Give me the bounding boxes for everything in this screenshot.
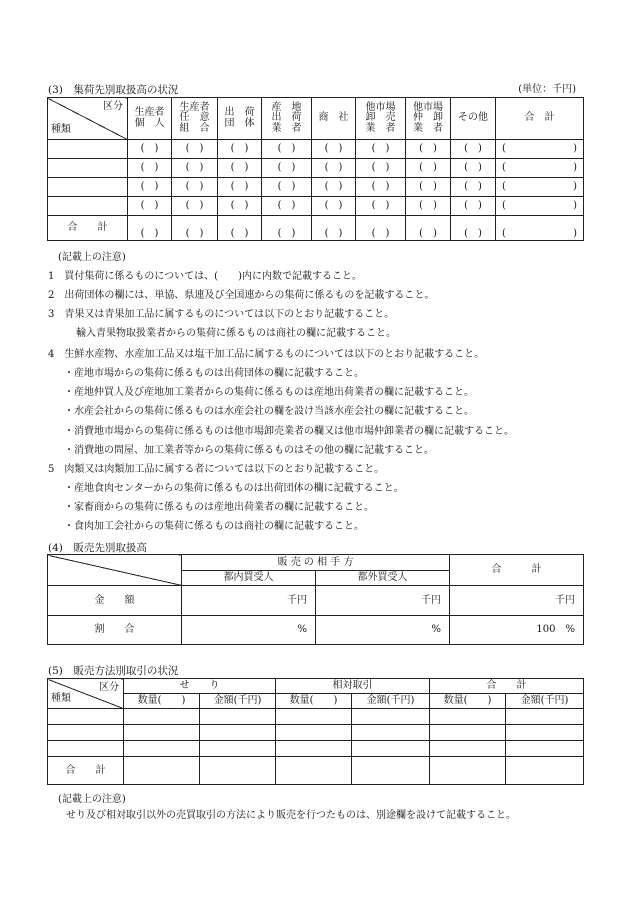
paren-close: ) [573,228,577,239]
paren-cell: ( ) [262,159,312,178]
paren-close: ) [573,143,577,154]
method-total-label: 合 計 [48,757,124,785]
sales-group-header: 販 売 の 相 手 方 [182,555,450,571]
header-producer-individual: 生産者 個 人 [128,98,172,140]
header-trading-company: 商 社 [312,98,356,140]
collection-total-label: 合 計 [48,216,128,241]
paren-cell: ( ) [406,216,451,241]
auction-amount-header: 金額(千円) [200,694,276,709]
ratio-out-tokyo: % [316,616,450,645]
paren-cell: ( ) [451,197,496,216]
collection-row-label [48,140,128,159]
section3-note-line: 1 買付集荷に係るものについては、( )内に内数で記載すること。 [48,271,362,282]
paren-cell: ( ) [218,197,262,216]
method-corner-cell [48,679,124,709]
total-paren-cell [496,216,584,241]
paren-cell: ( ) [406,178,451,197]
negotiated-qty-header: 数量( ) [276,694,352,709]
amount-in-tokyo: 千円 [182,586,316,616]
corner-cell [48,98,128,140]
paren-cell: ( ) [312,216,356,241]
header-total: 合 計 [496,98,584,140]
paren-open: ( [502,200,506,211]
paren-close: ) [573,181,577,192]
paren-cell: ( ) [128,178,172,197]
ratio-row-label: 割 合 [48,616,182,645]
paren-cell: ( ) [128,159,172,178]
section3-note-line: ・家畜商からの集荷に係るものは産地出荷業者の欄に記載すること。 [64,502,374,513]
paren-cell: ( ) [128,140,172,159]
paren-cell: ( ) [172,216,218,241]
method-row [48,725,584,741]
paren-open: ( [502,181,506,192]
method-corner-top-label: 区分 [99,682,119,693]
amount-total: 千円 [450,586,584,616]
paren-cell: ( ) [451,216,496,241]
section3-note-line: ・消費地の問屋、加工業者等からの集荷に係るものはその他の欄に記載すること。 [64,445,434,456]
section3-note-line: ・産地仲買人及び産地加工業者からの集荷に係るものは産地出荷業者の欄に記載すること。 [64,387,474,398]
paren-cell: ( ) [312,178,356,197]
negotiated-amount-header: 金額(千円) [352,694,430,709]
header-producer-group: 生産者 任 意 組 合 [172,98,218,140]
paren-cell: ( ) [406,159,451,178]
method-corner-bottom-label: 種類 [51,693,71,704]
header-shipping-org: 出 荷 団 体 [218,98,262,140]
section5-title: (5) 販売方法別取引の状況 [48,665,179,677]
paren-cell: ( ) [218,216,262,241]
paren-cell: ( ) [356,140,406,159]
collection-row [48,159,584,178]
paren-cell: ( ) [451,159,496,178]
collection-row [48,140,584,159]
section3-note-line: ・食肉加工会社からの集荷に係るものは商社の欄に記載すること。 [64,521,364,532]
paren-cell: ( ) [218,159,262,178]
paren-cell: ( ) [356,197,406,216]
total-paren-cell [496,159,584,178]
collection-table [47,97,584,241]
paren-cell: ( ) [172,178,218,197]
paren-cell: ( ) [356,178,406,197]
paren-close: ) [573,200,577,211]
paren-open: ( [502,162,506,173]
total-paren-cell [496,140,584,159]
section5-note: せり及び相対取引以外の売買取引の方法により販売を行つたものは、別途欄を設けて記載すること。 [66,810,516,821]
method-row [48,709,584,725]
collection-row [48,178,584,197]
amount-row-label: 金 額 [48,586,182,616]
total-qty-header: 数量( ) [430,694,506,709]
collection-row [48,197,584,216]
corner-bottom-label: 種類 [51,124,71,135]
method-total-header: 合 計 [430,679,584,694]
section3-note-line: 5 肉類又は肉類加工品に属する者については以下のとおり記載すること。 [48,464,385,475]
auction-qty-header: 数量( ) [124,694,200,709]
section3-note-line: 3 青果又は青果加工品に属するものについては以下のとおり記載すること。 [48,309,395,320]
paren-cell: ( ) [172,140,218,159]
method-row [48,741,584,757]
method-total-row [48,757,584,785]
section3-title: (3) 集荷先別取扱高の状況 [48,84,179,96]
paren-cell: ( ) [312,159,356,178]
paren-cell: ( ) [262,178,312,197]
collection-header-row [48,98,584,140]
paren-cell: ( ) [128,197,172,216]
paren-cell: ( ) [262,216,312,241]
paren-cell: ( ) [451,140,496,159]
header-other-market-wholesaler: 他市場 卸 売 業 者 [356,98,406,140]
section3-note-line: 輸入青果物取扱業者からの集荷に係るものは商社の欄に記載すること。 [66,328,396,339]
collection-row-label [48,178,128,197]
paren-cell: ( ) [262,197,312,216]
header-other-market-broker: 他市場 仲 卸 業 者 [406,98,451,140]
section3-note-line: ・消費地市場からの集荷に係るものは他市場卸売業者の欄又は他市場仲卸業者の欄に記載すること。 [64,426,514,437]
collection-total-row [48,216,584,241]
auction-header: せ り [124,679,276,694]
section3-unit: (単位：千円) [518,84,576,95]
total-paren-cell [496,178,584,197]
sales-method-table [47,678,584,785]
paren-cell: ( ) [218,178,262,197]
paren-cell: ( ) [312,197,356,216]
paren-cell: ( ) [406,140,451,159]
paren-close: ) [573,162,577,173]
collection-row-label [48,197,128,216]
sales-destination-table [47,554,584,645]
header-others: その他 [451,98,496,140]
paren-cell: ( ) [128,216,172,241]
section3-note-line: 4 生鮮水産物、水産加工品又は塩干加工品に属するものについては以下のとおり記載すること。 [48,349,485,360]
sales-out-tokyo-header: 都外買受人 [316,571,450,586]
amount-out-tokyo: 千円 [316,586,450,616]
section5-notes-heading: (記載上の注意) [58,794,126,805]
paren-cell: ( ) [356,159,406,178]
total-paren-cell [496,197,584,216]
negotiated-header: 相対取引 [276,679,430,694]
paren-cell: ( ) [218,140,262,159]
paren-open: ( [502,228,506,239]
paren-cell: ( ) [172,197,218,216]
section3-notes-heading: (記載上の注意) [58,252,126,263]
paren-cell: ( ) [356,216,406,241]
collection-row-label [48,159,128,178]
header-origin-shipper: 産 地 出 荷 業 者 [262,98,312,140]
sales-total-header: 合 計 [450,555,584,586]
total-amount-header: 金額(千円) [506,694,584,709]
paren-cell: ( ) [312,140,356,159]
ratio-total: 100 % [450,616,584,645]
section3-note-line: ・産地食肉センターからの集荷に係るものは出荷団体の欄に記載すること。 [64,483,404,494]
collection-body [48,140,584,241]
corner-top-label: 区分 [103,101,123,112]
paren-cell: ( ) [451,178,496,197]
ratio-in-tokyo: % [182,616,316,645]
sales-corner-cell [48,555,182,586]
section3-note-line: 2 出荷団体の欄には、単協、県連及び全国連からの集荷に係るものを記載すること。 [48,290,435,301]
paren-cell: ( ) [262,140,312,159]
section3-note-line: ・産地市場からの集荷に係るものは出荷団体の欄に記載すること。 [64,368,364,379]
section4-title: (4) 販売先別取扱高 [48,542,147,554]
sales-in-tokyo-header: 都内買受人 [182,571,316,586]
paren-cell: ( ) [406,197,451,216]
paren-cell: ( ) [172,159,218,178]
section3-note-line: ・水産会社からの集荷に係るものは水産会社の欄を設け当該水産会社の欄に記載すること。 [64,406,474,417]
paren-open: ( [502,143,506,154]
